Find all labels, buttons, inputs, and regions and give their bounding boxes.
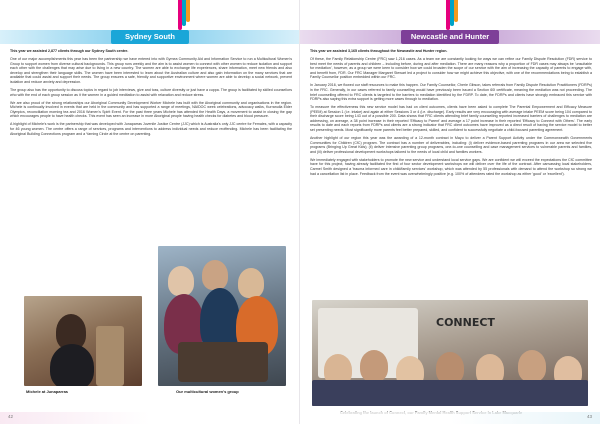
caption-womens-group: Our multicultural women's group <box>176 389 239 394</box>
right-footer-decoration <box>300 412 600 424</box>
photo-connect-launch <box>312 300 588 406</box>
left-paragraph: We are also proud of the strong relationships our Aboriginal Community Development Worker Michele has built with the Aboriginal community and organisations in the region. Michele is continually involved in events that are held in the community and has supported a range of meetings, NAIDOC week celebrations, advocacy walks, Kurranulla Elder Olympics, reconciliation morning tea and 2016 Women's Spirit Event. For the past three years Michele has attended the Health Days, a movement to assist in closing the gap which encourages people to have health checks. This event has seen an increase in more Aboriginal people having health checks for diabetes and blood pressure. <box>10 100 292 119</box>
right-body-text <box>310 49 592 180</box>
left-lead: This year we assisted 2,877 clients through our Sydney South centre. <box>10 49 129 53</box>
left-paragraph: A highlight of Michele's work is the partnership that was developed with Junaparras Juvenile Justice Centre (JJC) which is Australia's only JJC centre for Females, with a capacity for 46 young women. The centre offers a range of services, programs and interventions to address individual needs and reduce reoffending. Michele has been facilitating the Aboriginal Building Connections program and a Yarning Circle at the centre on parenting. <box>10 122 293 136</box>
logo-tab-icon <box>446 0 458 32</box>
left-paragraph: One of our major accomplishments this year has been the partnership we have entered into with Gymea Community Aid and Information Service to run a Multicultural Women's Group to support women from diverse cultural backgrounds. This group runs weekly and the aim is to assist women to connect with other women to reduce isolation and support each other with the challenges that may arise due to living in a new country. The women are able to exchange life experiences, share information, meet new friends and also develop and strengthen their language skills. The women have been interested to learn about the Australian culture and also gain information on the many services that are available that could assist and support their needs. The group ensures a safe, friendly and supportive environment where women are able to develop a social network, prevent isolation and reduce anxiety and depression. <box>10 57 292 84</box>
left-footer-decoration <box>0 412 300 424</box>
logo-tab-icon <box>178 0 190 32</box>
right-paragraph: To measure the effectiveness this new service model has had on client outcomes, clients have been asked to complete The Parental Empowerment and Efficacy Measure (PEEM) at Session 1 (i.e. intake) and again at either Sessions 3 or 4 (i.e. discharge). Early results are very encouraging with average intake PEEM score being 104 compared to their discharge score being 143 out of a possible 200. Data shows that FRC clients attending brief family counselling reported increased barriers of challenges to mediation are addressing, on average, a 38 point increase in their reported 'Efficacy to Parent' and average a 17 point increase in their reported 'Efficacy to Connect with Others'. The early results to date and each reports from FDRPs and clients are a strong indicator that FRC client outcomes have improved as a direct result of having the service model to better set presenting needs. Most significantly more parents feel better prepared, skilled, and confident to successfully negotiate a child-focused parenting agreement. <box>310 105 592 132</box>
right-paragraph: Of these, the Family Relationship Centre (FRC) saw 1,216 cases. As a team we are constantly looking for ways we can refine our Family Dispute Resolution (FDR) service to best meet the needs of parents and children – including before, during and after mediation. There are many reasons why a proportion of FDR cases may always be 'unsuitable for mediation', however, as a group we were keen to consider how we could broaden the scope of our service with the aim of increasing the capacity of parents to engage with, and benefit from, FDR. Our FRC Manager Margaret Stewart led a project to consider how we might achieve this objective, with one of the recommendations being to establish a Family Counsellor position embedded within our FRC. <box>310 57 592 80</box>
connect-sign: CONNECT <box>436 316 495 329</box>
photo-womens-group <box>158 246 286 386</box>
left-body-text <box>10 49 292 140</box>
page-number-right: 43 <box>586 414 592 419</box>
right-paragraph: We immediately engaged with stakeholders to promote the new service and understand local service gaps. We are confident we will exceed the expectations the CfC committee have for this project, having already facilitated the first of four sector development workshops we will deliver over the life of the contract. After canvassing local stakeholders, Carmel Smith designed a 'trauma informed care in child/family services' workshop, which was attended by 55 professionals with demand to attend the workshop so strong we had a cancellation list in place. Feedback from the event was overwhelmingly positive (e.g. 100% of attendees rated the workshop as either 'good' or 'excellent'). <box>310 157 592 176</box>
page-number-left: 42 <box>8 414 14 419</box>
left-section-title: Sydney South <box>111 30 189 44</box>
right-section-title: Newcastle and Hunter <box>401 30 499 44</box>
caption-michele: Michele at Junaparras <box>26 389 69 394</box>
right-paragraph: Another highlight of our region this year was the awarding of a 12-month contract in Mayo to deliver a Parent Support Activity under the Commonwealth Governments Communities for Children (CfC) program. The contract has a number of deliverables, including: (i) deliver evidence-based parenting programs in our area we selected five programs (Bringing Up Great Kids); (ii) deliver intensive parenting group programs, one-to-one counselling and case management services to vulnerable parents and families, and (iii) deliver professional development workshops tailored to the needs of local child and families workers. <box>310 136 592 154</box>
left-paragraph: The group also has the opportunity to discuss topics in regard to job interviews, give and toss, culture diversity or just have a cuppa. The group is facilitated by skilled counsellors who with the end of each group session as it the women in a guided meditation to assist with relaxation and reduce stress. <box>10 88 292 97</box>
right-page <box>300 0 600 424</box>
photo-michele <box>24 296 142 386</box>
right-paragraph: In January 2016, we flowed our staff resources to make this happen. Our Family Counsellor, Cherie Gibson, takes referrals from Family Dispute Resolution Practitioners (FDRPs) in the FRC. Generally, in our cases referred to family counselling would have previously been issued a Section 60I certificate, meaning the mediation was not proceeding. The brief counselling offered to FRC clients is targeted to the barriers to mediation identified by the FDRP. To date, the FDRPs and clients have strongly embraced this service with FDRPs also saying this extra support is getting more cases through to mediation. <box>310 83 592 102</box>
right-lead: This year we assisted 3,165 clients throughout the Newcastle and Hunter region. <box>310 49 448 53</box>
